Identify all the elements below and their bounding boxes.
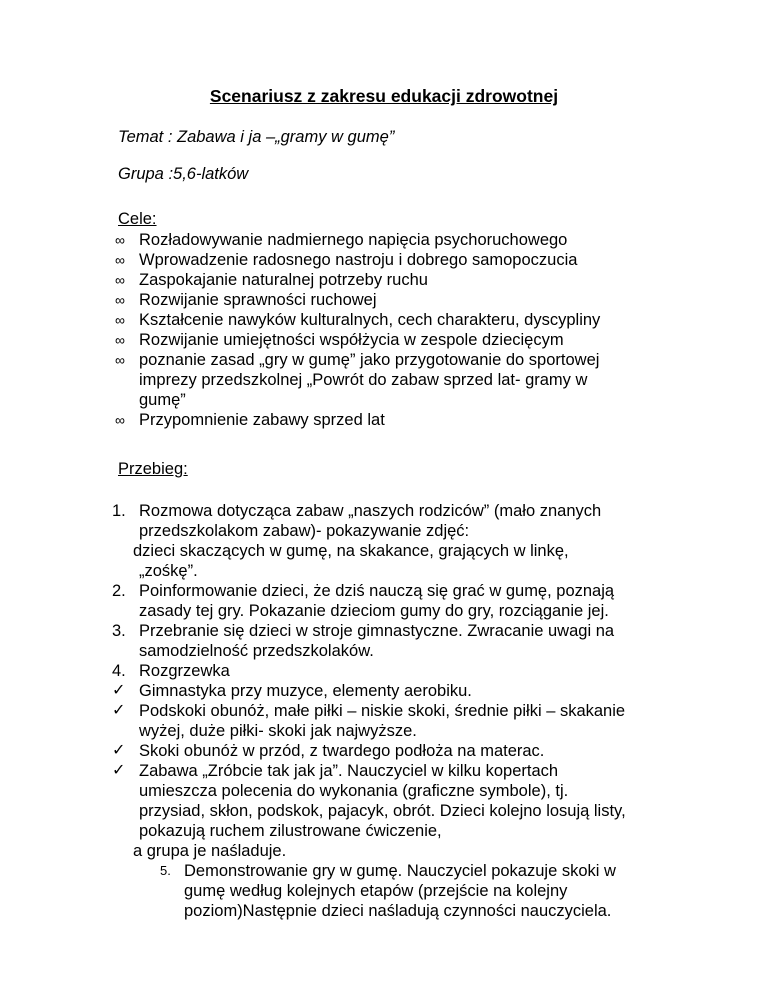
step-line: Rozgrzewka: [139, 662, 230, 680]
goal-item: Rozwijanie sprawności ruchowej: [139, 291, 377, 309]
goal-item-continuation: imprezy przedszkolnej „Powrót do zabaw sprzed lat- gramy w: [139, 371, 588, 389]
step-line: Podskoki obunóż, małe piłki – niskie skoki, średnie piłki – skakanie: [139, 702, 626, 720]
infinity-bullet-icon: ∞: [115, 252, 125, 268]
goal-item-continuation: gumę”: [139, 391, 186, 409]
infinity-bullet-icon: ∞: [115, 412, 125, 428]
step-number: 3.: [112, 622, 126, 640]
checkmark-icon: ✓: [112, 742, 126, 759]
step-line: zasady tej gry. Pokazanie dzieciom gumy do gry, rozciąganie jej.: [139, 602, 609, 620]
step-line: „zośkę”.: [139, 562, 198, 580]
step-line: pokazują ruchem zilustrowane ćwiczenie,: [139, 822, 442, 840]
infinity-bullet-icon: ∞: [115, 352, 125, 368]
goals-heading: Cele:: [118, 210, 157, 228]
infinity-bullet-icon: ∞: [115, 272, 125, 288]
step-number: 2.: [112, 582, 126, 600]
infinity-bullet-icon: ∞: [115, 312, 125, 328]
step-line: Skoki obunóż w przód, z twardego podłoża na materac.: [139, 742, 545, 760]
step-line: przedszkolakom zabaw)- pokazywanie zdjęć:: [139, 522, 470, 540]
goal-item: Przypomnienie zabawy sprzed lat: [139, 411, 385, 429]
step-number: 5.: [160, 863, 171, 878]
goal-item: Zaspokajanie naturalnej potrzeby ruchu: [139, 271, 428, 289]
step-line: poziom)Następnie dzieci naśladują czynności nauczyciela.: [184, 902, 612, 920]
checkmark-icon: ✓: [112, 702, 126, 719]
step-line: gumę według kolejnych etapów (przejście na kolejny: [184, 882, 568, 900]
step-line: Zabawa „Zróbcie tak jak ja”. Nauczyciel w kilku kopertach: [139, 762, 559, 780]
infinity-bullet-icon: ∞: [115, 332, 125, 348]
page-title: Scenariusz z zakresu edukacji zdrowotnej: [209, 86, 559, 106]
goal-item: Wprowadzenie radosnego nastroju i dobrego samopoczucia: [139, 251, 578, 269]
goal-item: Rozwijanie umiejętności współżycia w zespole dziecięcym: [139, 331, 564, 349]
step-number: 4.: [112, 662, 126, 680]
step-line: samodzielność przedszkolaków.: [139, 642, 374, 660]
infinity-bullet-icon: ∞: [115, 232, 125, 248]
goal-item: Rozładowywanie nadmiernego napięcia psychoruchowego: [139, 231, 568, 249]
step-line: Przebranie się dzieci w stroje gimnastyczne. Zwracanie uwagi na: [139, 622, 615, 640]
checkmark-icon: ✓: [112, 762, 126, 779]
course-heading: Przebieg:: [118, 460, 188, 478]
step-line: wyżej, duże piłki- skoki jak najwyższe.: [139, 722, 417, 740]
goal-item: Kształcenie nawyków kulturalnych, cech charakteru, dyscypliny: [139, 311, 601, 329]
step-line: umieszcza polecenia do wykonania (graficzne symbole), tj.: [139, 782, 569, 800]
step-number: 1.: [112, 502, 126, 520]
step-line: Gimnastyka przy muzyce, elementy aerobiku.: [139, 682, 472, 700]
step-line: Demonstrowanie gry w gumę. Nauczyciel pokazuje skoki w: [184, 862, 616, 880]
step-line: Rozmowa dotycząca zabaw „naszych rodziców” (mało znanych: [139, 502, 602, 520]
goal-item: poznanie zasad „gry w gumę” jako przygotowanie do sportowej: [139, 351, 600, 369]
step-line: przysiad, skłon, podskok, pajacyk, obrót. Dzieci kolejno losują listy,: [139, 802, 626, 820]
topic-line: Temat : Zabawa i ja –„gramy w gumę”: [118, 128, 395, 146]
checkmark-icon: ✓: [112, 682, 126, 699]
group-line: Grupa :5,6-latków: [118, 165, 249, 183]
step-line: Poinformowanie dzieci, że dziś nauczą się grać w gumę, poznają: [139, 582, 615, 600]
step-line: a grupa je naśladuje.: [133, 842, 287, 860]
infinity-bullet-icon: ∞: [115, 292, 125, 308]
step-line: dzieci skaczących w gumę, na skakance, grających w linkę,: [133, 542, 569, 560]
